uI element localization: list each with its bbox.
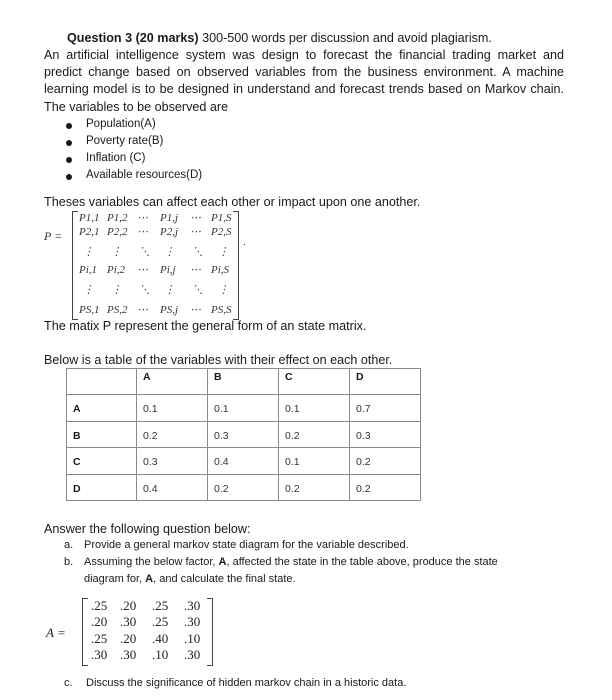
matrix-a-cell: .25: [152, 598, 169, 613]
bullet-icon: [66, 123, 72, 129]
part-a-text: Provide a general markov state diagram for the variable described.: [84, 539, 409, 551]
table-row: [67, 421, 421, 448]
matrix-p-cell: ⋯: [190, 212, 201, 224]
variable-item: Available resources(D): [86, 169, 203, 181]
bullet-icon: [66, 174, 72, 180]
part-b-text: diagram for,: [84, 573, 146, 585]
row-header-cell: A: [67, 395, 137, 422]
matrix-p-cell: ⋮: [164, 284, 175, 296]
matrix-p-cell: ⋱: [192, 246, 203, 258]
part-b-bold-a: A: [145, 573, 154, 585]
matrix-a-label: A =: [46, 625, 66, 640]
matrix-a-cell: .30: [91, 647, 108, 662]
table-cell: 0.2: [137, 421, 208, 448]
table-cell: 0.1: [279, 448, 350, 475]
matrix-a-cell: .20: [120, 598, 137, 613]
matrix-a-cell: .25: [91, 598, 108, 613]
table-header-cell: [67, 369, 137, 395]
matrix-p-cell: ⋯: [190, 264, 201, 276]
part-b-marker: b.: [64, 556, 74, 568]
matrix-p-cell: ⋯: [190, 304, 201, 316]
matrix-p-cell: ⋯: [137, 304, 148, 316]
right-bracket-icon: [233, 211, 239, 320]
matrix-p-cell: ⋮: [111, 284, 122, 296]
matrix-caption: The matix P represent the general form of an state matrix.: [44, 319, 367, 333]
part-c-text: Discuss the significance of hidden markov chain in a historic data.: [86, 677, 407, 689]
matrix-a-cell: .25: [91, 631, 108, 646]
part-b-text: , and calculate the final state.: [153, 573, 296, 585]
matrix-a-cell: .30: [184, 598, 201, 613]
table-header-cell: A: [137, 369, 208, 395]
bullet-icon: [66, 157, 72, 163]
variable-item: Poverty rate(B): [86, 135, 164, 147]
effect-table: [66, 368, 421, 501]
left-bracket-icon: [72, 211, 78, 320]
matrix-p-cell: ⋯: [190, 226, 201, 238]
matrix-a-cell: .20: [91, 614, 108, 629]
matrix-a-cell: .25: [152, 614, 169, 629]
matrix-p-cell: P1,2: [107, 212, 128, 224]
matrix-p-cell: PS,S: [211, 304, 232, 316]
part-a-marker: a.: [64, 539, 74, 551]
table-cell: 0.2: [350, 448, 421, 475]
matrix-p-label: P =: [44, 229, 63, 243]
table-header-cell: C: [279, 369, 350, 395]
table-cell: 0.3: [137, 448, 208, 475]
part-b-bold-a: A: [218, 556, 227, 568]
left-bracket-icon: [82, 598, 88, 666]
matrix-a-cell: .10: [152, 647, 169, 662]
question-title: [67, 30, 492, 46]
table-cell: 0.2: [279, 421, 350, 448]
question-title-rest: 300-500 words per discussion and avoid plagiarism.: [198, 31, 492, 45]
variable-item: Population(A): [86, 118, 156, 130]
matrix-p-cell: ⋱: [139, 246, 150, 258]
matrix-p-cell: PS,2: [107, 304, 128, 316]
table-row: [67, 448, 421, 475]
table-cell: 0.2: [350, 474, 421, 501]
matrix-p-cell: Pi,j: [160, 264, 176, 276]
table-header-cell: B: [208, 369, 279, 395]
table-cell: 0.2: [208, 474, 279, 501]
table-cell: 0.3: [350, 421, 421, 448]
matrix-p-cell: ⋱: [139, 284, 150, 296]
affect-text: Theses variables can affect each other or impact upon one another.: [44, 195, 421, 209]
right-bracket-icon: [207, 598, 213, 666]
question-title-bold: Question 3 (20 marks): [67, 31, 199, 45]
part-b-text: , affected the state in the table above, produce the state: [226, 556, 498, 568]
bullet-icon: [66, 140, 72, 146]
matrix-p-cell: P2,S: [211, 226, 232, 238]
matrix-a-cell: .10: [184, 631, 201, 646]
table-cell: 0.7: [350, 395, 421, 422]
table-cell: 0.2: [279, 474, 350, 501]
matrix-p-cell: P1,j: [160, 212, 179, 224]
matrix-p-cell: ⋮: [111, 246, 122, 258]
part-b-line-1: [84, 554, 498, 570]
part-b-text: Assuming the below factor,: [84, 556, 219, 568]
matrix-p-cell: P2,j: [160, 226, 179, 238]
table-intro: Below is a table of the variables with their effect on each other.: [44, 353, 393, 367]
matrix-p-cell: P2,1: [79, 226, 100, 238]
matrix-a-cell: .20: [120, 631, 137, 646]
matrix-p-period: .: [243, 236, 246, 248]
matrix-p-cell: ⋯: [137, 226, 148, 238]
matrix-p-cell: ⋮: [218, 284, 229, 296]
intro-line-2: predict change based on observed variables from the business environment. A machine: [44, 65, 564, 79]
matrix-p-cell: ⋮: [83, 246, 94, 258]
table-row: [67, 395, 421, 422]
table-row: [67, 474, 421, 501]
matrix-p-cell: PS,1: [79, 304, 100, 316]
matrix-p-cell: Pi,1: [79, 264, 98, 276]
matrix-p-cell: Pi,S: [211, 264, 230, 276]
intro-line-4: The variables to be observed are: [44, 100, 229, 114]
matrix-p-cell: PS,j: [160, 304, 179, 316]
matrix-a-cell: .30: [184, 614, 201, 629]
table-cell: 0.4: [137, 474, 208, 501]
matrix-p-cell: P1,S: [211, 212, 232, 224]
row-header-cell: D: [67, 474, 137, 501]
matrix-p-cell: P1,1: [79, 212, 100, 224]
matrix-a-cell: .30: [184, 647, 201, 662]
matrix-p-cell: ⋮: [164, 246, 175, 258]
table-cell: 0.4: [208, 448, 279, 475]
variable-item: Inflation (C): [86, 152, 146, 164]
row-header-cell: B: [67, 421, 137, 448]
matrix-p-cell: ⋯: [137, 212, 148, 224]
matrix-a-cell: .40: [152, 631, 169, 646]
part-c-marker: c.: [64, 677, 73, 689]
matrix-p-cell: ⋮: [218, 246, 229, 258]
table-cell: 0.1: [279, 395, 350, 422]
table-header-row: [67, 369, 421, 395]
matrix-p-cell: P2,2: [107, 226, 128, 238]
intro-line-3: learning model is to be designed in understand and forecast trends based on Markov chain.: [44, 82, 564, 96]
matrix-p-cell: Pi,2: [107, 264, 126, 276]
table-header-cell: D: [350, 369, 421, 395]
intro-line-1: An artificial intelligence system was design to forecast the financial trading market and: [44, 48, 564, 62]
matrix-p-cell: ⋮: [83, 284, 94, 296]
part-b-line-2: [84, 571, 296, 587]
answer-intro: Answer the following question below:: [44, 522, 251, 536]
table-cell: 0.3: [208, 421, 279, 448]
table-cell: 0.1: [137, 395, 208, 422]
matrix-p-cell: ⋯: [137, 264, 148, 276]
table-cell: 0.1: [208, 395, 279, 422]
matrix-p-cell: ⋱: [192, 284, 203, 296]
matrix-a-cell: .30: [120, 614, 137, 629]
matrix-a-cell: .30: [120, 647, 137, 662]
row-header-cell: C: [67, 448, 137, 475]
